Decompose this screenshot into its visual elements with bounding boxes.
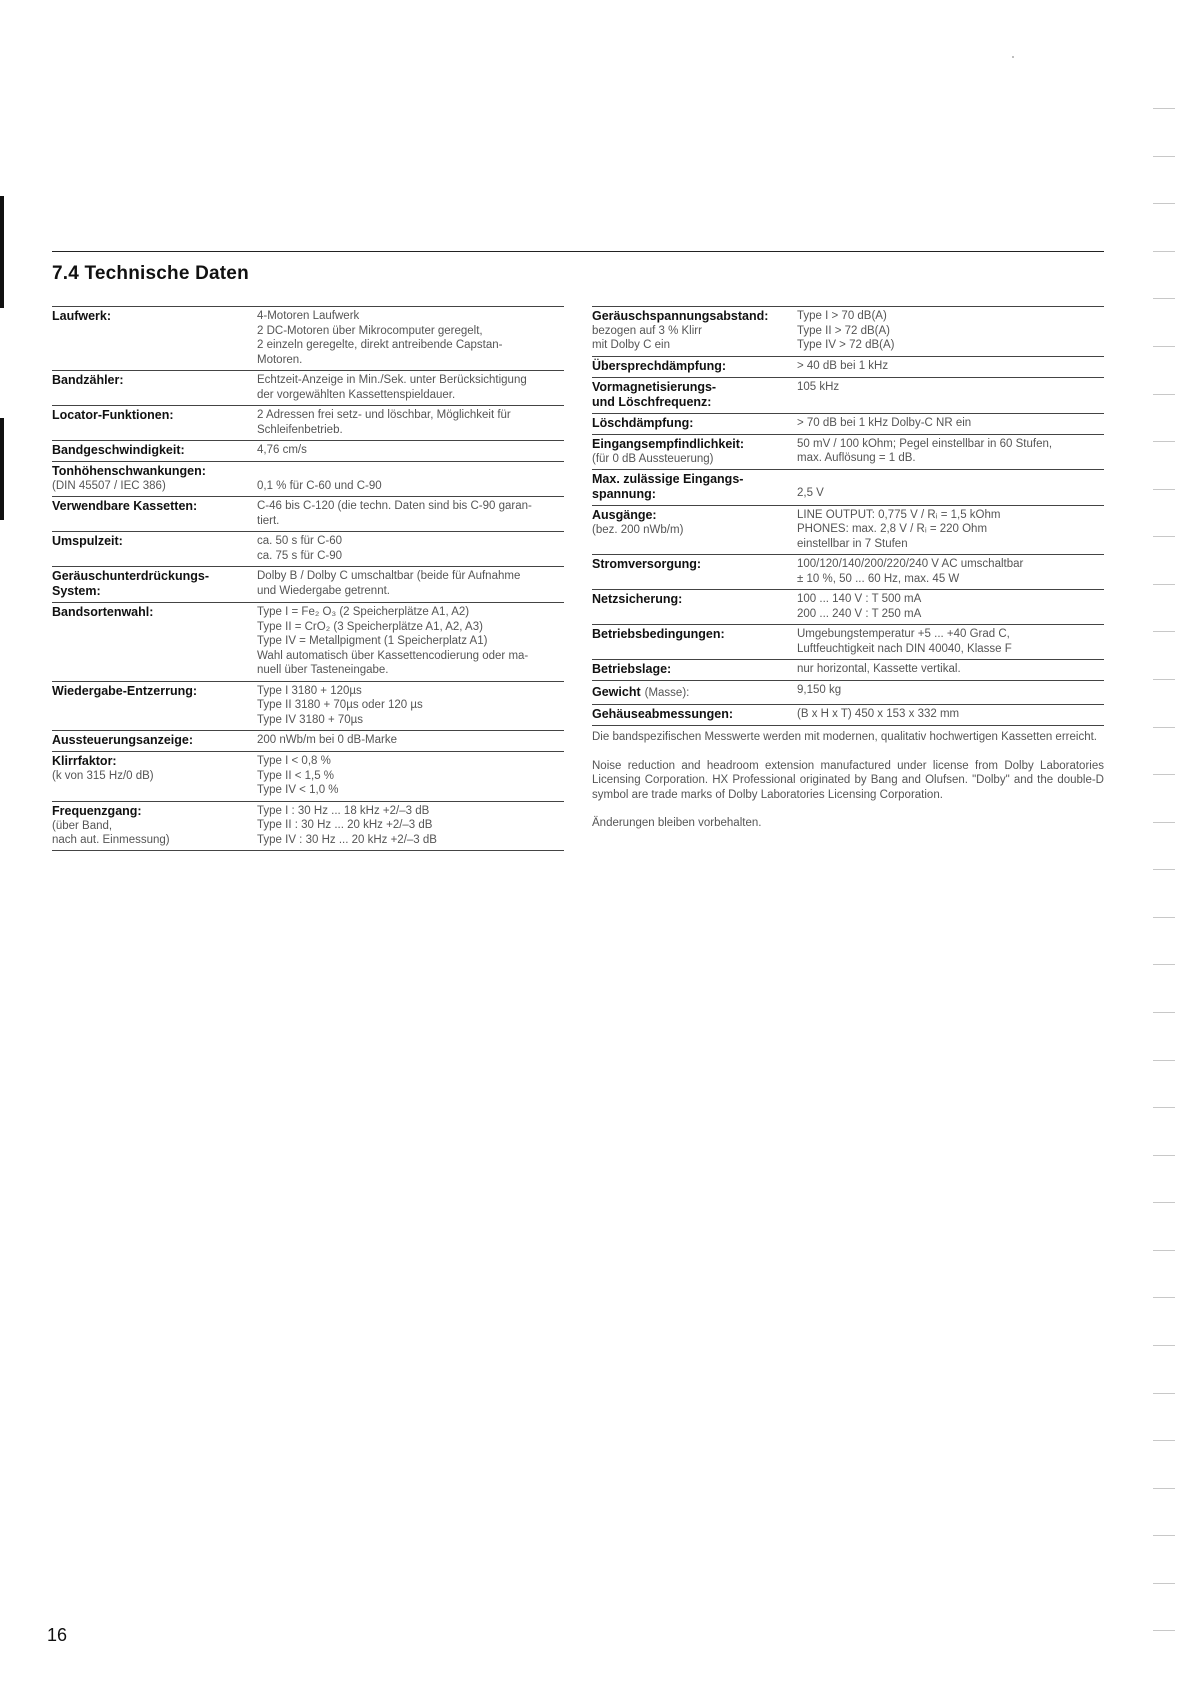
spec-label: Locator-Funktionen: (52, 408, 174, 422)
spec-value: Dolby B / Dolby C umschaltbar (beide für Aufnahme und Wiedergabe getrennt. (257, 570, 521, 597)
spec-label-cell (52, 309, 255, 367)
spec-value-cell (795, 380, 1104, 410)
spec-value: > 40 dB bei 1 kHz (797, 359, 889, 372)
spec-label-cell (52, 684, 255, 728)
spec-row (52, 496, 564, 531)
spec-value: nur horizontal, Kassette vertikal. (797, 663, 961, 675)
spec-label: Laufwerk: (52, 309, 112, 323)
spec-row (52, 405, 564, 440)
spec-row (52, 531, 564, 566)
spec-label-cell (52, 733, 255, 748)
spec-label: Netzsicherung: (592, 592, 683, 606)
spec-value-cell (255, 408, 564, 437)
spec-label-cell (592, 359, 795, 374)
note-dolby-license: Noise reduction and headroom extension manufactured under license from Dolby Laboratories Licensing Corporation. HX Professional originated by Bang and Olufsen. "Dolby" and the double-D symbol are trade marks of Dolby Laboratories Licensing Corporation. (592, 759, 1104, 801)
spec-value-cell (255, 605, 564, 678)
spec-label-cell (592, 416, 795, 431)
spec-label-cell (52, 804, 255, 848)
spec-sublabel: (bez. 200 nWb/m) (592, 523, 684, 536)
spec-label: Geräuschunterdrückungs- System: (52, 569, 209, 598)
spec-value-cell (795, 472, 1104, 502)
spec-row (52, 801, 564, 852)
spec-row (592, 356, 1104, 377)
spec-value-cell (795, 437, 1104, 466)
spec-value-cell (795, 508, 1104, 552)
spec-value-cell (795, 627, 1104, 656)
spec-value-cell (255, 534, 564, 563)
spec-label: Geräuschspannungsabstand: (592, 309, 769, 323)
spec-value: 9,150 kg (797, 684, 842, 696)
spec-label: Bandsortenwahl: (52, 605, 154, 619)
spec-label-cell (592, 592, 795, 621)
spec-label-cell (52, 569, 255, 599)
spec-column-right (592, 306, 1104, 845)
spec-label-cell (52, 464, 255, 493)
spec-value: Echtzeit-Anzeige in Min./Sek. unter Berücksichtigung der vorgewählten Kassettenspieldauer. (257, 374, 527, 401)
spec-value: LINE OUTPUT: 0,775 V / Rᵢ = 1,5 kOhm PHONES: max. 2,8 V / Rᵢ = 220 Ohm einstellbar in 7 Stufen (797, 508, 1001, 550)
spec-value-cell (795, 309, 1104, 353)
note-changes-reserved: Änderungen bleiben vorbehalten. (592, 817, 762, 829)
spec-label-cell (52, 443, 255, 458)
spec-label: Gewicht (592, 685, 641, 699)
spec-value: 50 mV / 100 kOhm; Pegel einstellbar in 60 Stufen, max. Auflösung = 1 dB. (797, 437, 1053, 464)
spec-sublabel: bezogen auf 3 % Klirr mit Dolby C ein (592, 325, 702, 351)
spec-value: Umgebungstemperatur +5 ... +40 Grad C, Luftfeuchtigkeit nach DIN 40040, Klasse F (797, 628, 1012, 655)
spec-label: Betriebslage: (592, 662, 672, 676)
spec-value-cell (255, 804, 564, 848)
spec-value: > 70 dB bei 1 kHz Dolby-C NR ein (797, 416, 972, 429)
spec-value: 0,1 % für C-60 und C-90 (257, 479, 382, 492)
spec-label-cell (52, 499, 255, 528)
spec-value: 2 Adressen frei setz- und löschbar, Möglichkeit für Schleifenbetrieb. (257, 409, 511, 436)
spec-row (52, 751, 564, 801)
spec-label-cell (52, 408, 255, 437)
spec-table-right (592, 306, 1104, 726)
spec-value: Type I : 30 Hz ... 18 kHz +2/–3 dB Type II : 30 Hz ... 20 kHz +2/–3 dB Type IV : 30 Hz ... 20 kHz +2/–3 dB (257, 804, 437, 846)
spec-label: Umspulzeit: (52, 534, 123, 548)
spec-value-cell (255, 754, 564, 798)
spec-row (52, 602, 564, 681)
spec-row (592, 554, 1104, 589)
spec-label: Max. zulässige Eingangs- spannung: (592, 471, 744, 501)
spec-value: Type I < 0,8 % Type II < 1,5 % Type IV < 1,0 % (257, 755, 339, 796)
spec-label: Wiedergabe-Entzerrung: (52, 683, 198, 698)
spec-sublabel: (über Band, nach aut. Einmessung) (52, 819, 170, 846)
spec-row (52, 730, 564, 751)
spec-value-cell (255, 464, 564, 493)
spec-label: Verwendbare Kassetten: (52, 499, 198, 513)
notes (592, 730, 1104, 831)
spec-value: Type I = Fe₂ O₃ (2 Speicherplätze A1, A2) Type II = CrO₂ (3 Speicherplätze A1, A2, A3) Type IV = Metallpigment (1 Speicherplatz A1) Wahl automatisch über Kassettencodierung oder ma- nuell über Tasteneingabe. (257, 606, 529, 676)
spec-label: Tonhöhenschwankungen: (52, 464, 206, 478)
spec-row (592, 704, 1104, 726)
spec-value-cell (795, 707, 1104, 722)
spec-row (52, 461, 564, 496)
spec-label: Ausgänge: (592, 507, 657, 522)
spec-label: Bandgeschwindigkeit: (52, 443, 185, 457)
spec-label-cell (592, 662, 795, 677)
spec-row (592, 680, 1104, 704)
spec-label: Vormagnetisierungs- und Löschfrequenz: (592, 379, 717, 409)
section-title: 7.4 Technische Daten (52, 263, 249, 284)
spec-sublabel: (k von 315 Hz/0 dB) (52, 770, 154, 782)
spec-label-cell (52, 605, 255, 678)
spec-value-cell (255, 443, 564, 458)
spec-row (592, 624, 1104, 659)
spec-value: Type I 3180 + 120µs Type II 3180 + 70µs oder 120 µs Type IV 3180 + 70µs (257, 684, 423, 726)
spec-value-cell (795, 359, 1104, 374)
spec-row (52, 306, 564, 370)
spec-label-cell (52, 754, 255, 798)
spec-value-cell (255, 569, 564, 599)
binder-edge-mark-bottom (0, 418, 4, 520)
spec-row (592, 306, 1104, 356)
spec-sublabel: (DIN 45507 / IEC 386) (52, 480, 166, 492)
spec-row (52, 370, 564, 405)
spec-value: 200 nWb/m bei 0 dB-Marke (257, 734, 397, 746)
spec-value: C-46 bis C-120 (die techn. Daten sind bis C-90 garan- tiert. (257, 500, 532, 527)
spec-value-cell (255, 684, 564, 728)
spec-label-cell (592, 627, 795, 656)
spec-sublabel: (Masse): (644, 687, 690, 699)
spec-value-cell (795, 592, 1104, 621)
spec-label-cell (592, 707, 795, 722)
spec-row (592, 413, 1104, 434)
spec-value-cell (795, 683, 1104, 701)
spec-sublabel: (für 0 dB Aussteuerung) (592, 452, 714, 465)
spec-row (592, 589, 1104, 624)
spec-row (592, 469, 1104, 505)
spec-row (592, 505, 1104, 555)
spec-label: Übersprechdämpfung: (592, 358, 727, 373)
spec-value: 4-Motoren Laufwerk 2 DC-Motoren über Mikrocomputer geregelt, 2 einzeln geregelte, direkt antreibende Capstan- Motoren. (257, 310, 503, 366)
spec-value-cell (255, 309, 564, 367)
spec-table-left (52, 306, 564, 851)
spec-label-cell (592, 437, 795, 466)
spec-label-cell (592, 683, 795, 701)
spec-label-cell (52, 373, 255, 402)
spec-row (52, 440, 564, 461)
section-rule (52, 251, 1104, 252)
spec-row (592, 659, 1104, 680)
spec-value: 2,5 V (797, 487, 824, 499)
spec-label: Löschdämpfung: (592, 415, 694, 430)
spec-label-cell (592, 508, 795, 552)
spec-label-cell (592, 557, 795, 586)
spec-value-cell (255, 373, 564, 402)
spec-label: Betriebsbedingungen: (592, 627, 725, 641)
binder-edge-mark-top (0, 196, 4, 308)
spec-label: Frequenzgang: (52, 803, 142, 818)
spec-value: (B x H x T) 450 x 153 x 332 mm (797, 708, 960, 720)
spec-value: 100/120/140/200/220/240 V AC umschaltbar ± 10 %, 50 ... 60 Hz, max. 45 W (797, 558, 1024, 585)
spec-value-cell (255, 733, 564, 748)
spec-label: Aussteuerungsanzeige: (52, 733, 194, 747)
page-number: 16 (47, 1625, 68, 1645)
spec-label: Eingangsempfindlichkeit: (592, 436, 745, 451)
spec-label: Bandzähler: (52, 373, 124, 387)
spec-value: ca. 50 s für C-60 ca. 75 s für C-90 (257, 535, 343, 562)
spec-value: 100 ... 140 V : T 500 mA 200 ... 240 V : T 250 mA (797, 593, 922, 620)
spec-label: Klirrfaktor: (52, 754, 117, 768)
spec-value-cell (795, 662, 1104, 677)
spec-label: Gehäuseabmessungen: (592, 707, 734, 721)
spec-label: Stromversorgung: (592, 557, 702, 571)
scan-speck (1012, 56, 1014, 58)
spec-row (592, 434, 1104, 469)
spec-label-cell (592, 472, 795, 502)
spec-row (592, 377, 1104, 413)
spec-value: 105 kHz (797, 380, 840, 393)
spec-value-cell (255, 499, 564, 528)
spec-value-cell (795, 557, 1104, 586)
spec-row (52, 566, 564, 602)
spec-value: 4,76 cm/s (257, 444, 307, 456)
spec-label-cell (592, 380, 795, 410)
spec-row (52, 681, 564, 731)
spec-label-cell (52, 534, 255, 563)
spec-label-cell (592, 309, 795, 353)
note-cassette-quality: Die bandspezifischen Messwerte werden mit modernen, qualitativ hochwertigen Kassetten erreicht. (592, 731, 1097, 743)
spec-value: Type I > 70 dB(A) Type II > 72 dB(A) Type IV > 72 dB(A) (797, 310, 895, 351)
spec-value-cell (795, 416, 1104, 431)
